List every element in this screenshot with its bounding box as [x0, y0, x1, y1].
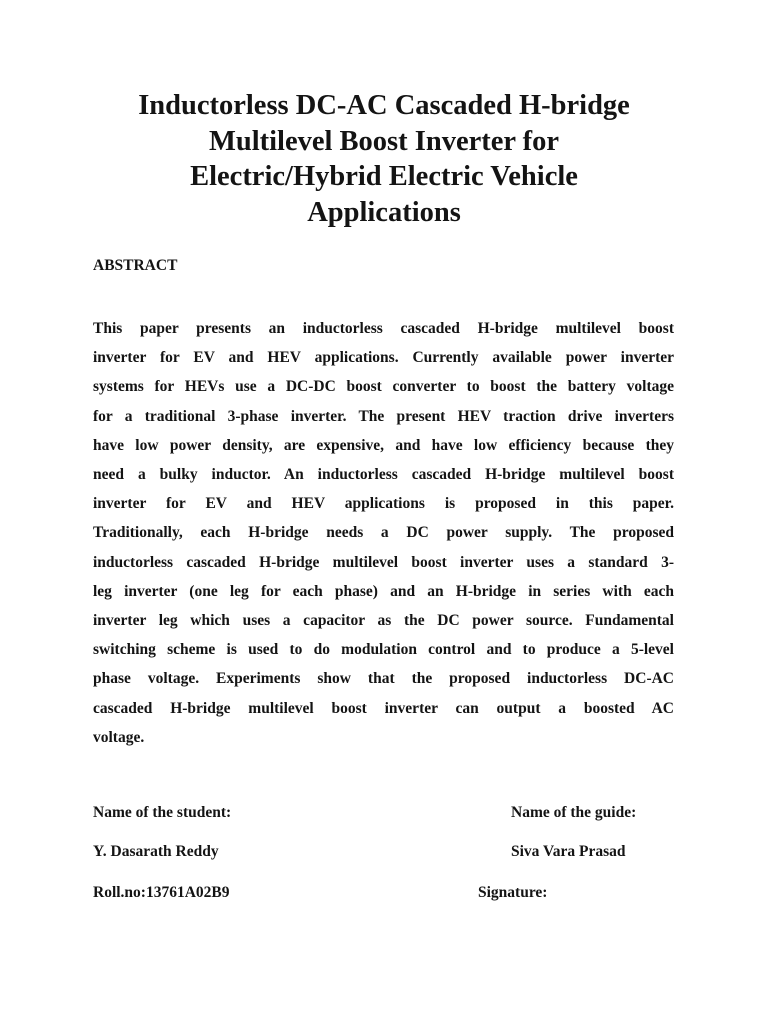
student-name: Y. Dasarath Reddy: [93, 843, 219, 860]
title-line: Applications: [307, 196, 461, 228]
abstract-line: leg inverter (one leg for each phase) and an H-bridge in series with each: [93, 582, 674, 600]
abstract-heading: ABSTRACT: [93, 257, 178, 274]
abstract-line: systems for HEVs use a DC-DC boost converter to boost the battery voltage: [93, 378, 674, 396]
title-line: Electric/Hybrid Electric Vehicle: [190, 161, 578, 192]
paper-title: [100, 88, 668, 230]
abstract-line: inductorless cascaded H-bridge multilevel boost inverter uses a standard 3-: [93, 553, 674, 571]
abstract-line: voltage.: [93, 728, 145, 746]
title-line: Inductorless DC-AC Cascaded H-bridge: [138, 90, 630, 121]
abstract-line: inverter for EV and HEV applications. Currently available power inverter: [93, 349, 674, 367]
signature-label: Signature:: [478, 884, 548, 901]
abstract-line: for a traditional 3-phase inverter. The present HEV traction drive inverters: [93, 407, 674, 425]
guide-name: Siva Vara Prasad: [511, 843, 626, 860]
abstract-line: inverter for EV and HEV applications is proposed in this paper.: [93, 495, 674, 513]
student-name-label: Name of the student:: [93, 804, 232, 821]
abstract-body: [93, 314, 674, 752]
abstract-line: phase voltage. Experiments show that the proposed inductorless DC-AC: [93, 670, 674, 688]
abstract-line: switching scheme is used to do modulation control and to produce a 5-level: [93, 641, 674, 659]
roll-number: Roll.no:13761A02B9: [93, 884, 230, 901]
abstract-line: need a bulky inductor. An inductorless cascaded H-bridge multilevel boost: [93, 466, 674, 484]
guide-name-label: Name of the guide:: [511, 804, 637, 821]
title-line: Multilevel Boost Inverter for: [208, 125, 560, 157]
abstract-line: cascaded H-bridge multilevel boost inverter can output a boosted AC: [93, 699, 674, 717]
abstract-line: Traditionally, each H-bridge needs a DC power supply. The proposed: [93, 524, 674, 542]
abstract-line: inverter leg which uses a capacitor as the DC power source. Fundamental: [93, 612, 674, 630]
abstract-line: have low power density, are expensive, and have low efficiency because they: [93, 436, 674, 454]
abstract-line: This paper presents an inductorless cascaded H-bridge multilevel boost: [93, 320, 674, 337]
